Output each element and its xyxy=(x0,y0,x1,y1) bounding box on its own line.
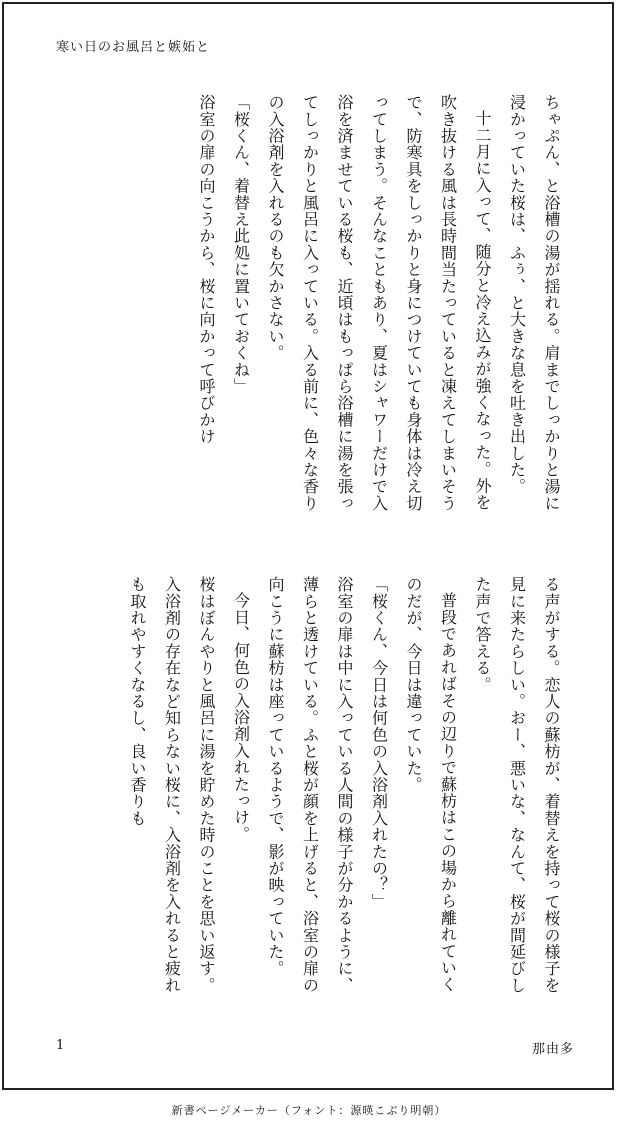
page-number: 1 xyxy=(56,1038,65,1053)
dialogue-line: 「桜くん、着替え此処に置いておくね」 xyxy=(231,94,251,395)
paragraph: 普段であればその辺りで蘇枋はこの場から離れていくのだが、今日は違っていた。 xyxy=(404,576,458,993)
paragraph: 浴室の扉は中に入っている人間の様子が分かるように、薄らと透けている。ふと桜が顔を上げると、浴室の扉の向こうに蘇枋は座っているようで、影が映っていた。 xyxy=(266,576,354,994)
lower-text-column xyxy=(48,576,568,1006)
paragraph: 十二月に入って、随分と冷え込みが強くなった。外を吹き抜ける風は長時間当たっていると凍えてしまいそうで、防寒具をしっかりと身につけていても身体は冷え切ってしまう。そんなこともあり、夏はシャワーだけで入浴を済ませている桜も、近頃はもっぱら浴槽に湯を張ってしっかりと風呂に入っている。入る前に、色々な香りの入浴剤を入れるのも欠かさない。 xyxy=(266,94,492,512)
paragraph: ちゃぷん、と浴槽の湯が揺れる。肩までしっかりと湯に浸かっていた桜は、ふぅ、と大きな息を吐き出した。 xyxy=(507,94,561,512)
running-title: 寒い日のお風呂と嫉妬と xyxy=(56,40,211,55)
author-name: 那由多 xyxy=(532,1042,575,1057)
paragraph: 今日、何色の入浴剤入れたっけ。 xyxy=(231,592,251,843)
paragraph: 浴室の扉の向こうから、桜に向かって呼びかけ xyxy=(197,94,216,445)
dialogue-line: 「桜くん、今日は何色の入浴剤入れたの？」 xyxy=(369,576,389,910)
footer-credit: 新書ページメーカー（フォント：源暎こぶり明朝） xyxy=(171,1104,447,1117)
paragraph: る声がする。恋人の蘇枋が、着替えを持って桜の様子を見に来たらしい。おー、悪いな、なんて、桜が間延びした声で答える。 xyxy=(473,576,561,994)
upper-text-column xyxy=(48,94,568,524)
paragraph: 桜はぼんやりと風呂に湯を貯めた時のことを思い返す。入浴剤の存在など知らない桜に、入浴剤を入れると疲れも取れやすくなるし、良い香りも xyxy=(128,576,216,994)
